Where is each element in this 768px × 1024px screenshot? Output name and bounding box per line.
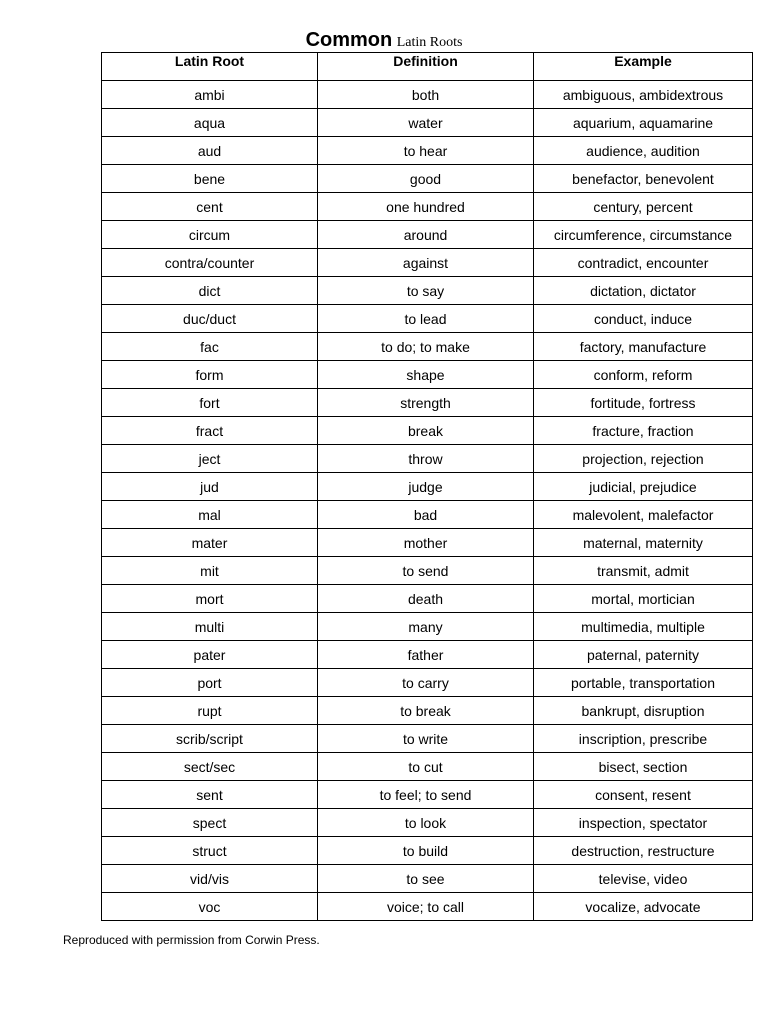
table-row (102, 417, 753, 445)
latin-root-cell: circum (102, 221, 318, 249)
table-row (102, 865, 753, 893)
latin-root-cell: mort (102, 585, 318, 613)
latin-root-cell: pater (102, 641, 318, 669)
definition-cell: to do; to make (318, 333, 534, 361)
latin-root-cell: fac (102, 333, 318, 361)
definition-cell: around (318, 221, 534, 249)
definition-cell: to feel; to send (318, 781, 534, 809)
latin-root-cell: mit (102, 557, 318, 585)
table-row (102, 165, 753, 193)
definition-cell: both (318, 81, 534, 109)
example-cell: judicial, prejudice (534, 473, 753, 501)
example-cell: circumference, circumstance (534, 221, 753, 249)
example-cell: transmit, admit (534, 557, 753, 585)
example-cell: bankrupt, disruption (534, 697, 753, 725)
latin-root-cell: contra/counter (102, 249, 318, 277)
example-cell: ambiguous, ambidextrous (534, 81, 753, 109)
definition-cell: water (318, 109, 534, 137)
table-row (102, 109, 753, 137)
table-row (102, 669, 753, 697)
table-row (102, 333, 753, 361)
table-row (102, 81, 753, 109)
latin-roots-table (101, 52, 753, 921)
latin-root-cell: fract (102, 417, 318, 445)
example-cell: contradict, encounter (534, 249, 753, 277)
table-row (102, 501, 753, 529)
definition-cell: judge (318, 473, 534, 501)
table-row (102, 585, 753, 613)
example-cell: century, percent (534, 193, 753, 221)
example-cell: vocalize, advocate (534, 893, 753, 921)
definition-cell: mother (318, 529, 534, 557)
latin-root-cell: struct (102, 837, 318, 865)
definition-cell: good (318, 165, 534, 193)
table-row (102, 837, 753, 865)
table-row (102, 221, 753, 249)
table-row (102, 305, 753, 333)
definition-cell: to write (318, 725, 534, 753)
table-row (102, 249, 753, 277)
table-row (102, 809, 753, 837)
definition-cell: one hundred (318, 193, 534, 221)
latin-root-cell: aqua (102, 109, 318, 137)
example-cell: malevolent, malefactor (534, 501, 753, 529)
latin-root-cell: duc/duct (102, 305, 318, 333)
example-cell: destruction, restructure (534, 837, 753, 865)
header-latin-root: Latin Root (102, 53, 318, 81)
latin-root-cell: mal (102, 501, 318, 529)
table-row (102, 613, 753, 641)
table-row (102, 473, 753, 501)
table-row (102, 781, 753, 809)
example-cell: audience, audition (534, 137, 753, 165)
latin-root-cell: voc (102, 893, 318, 921)
table-row (102, 389, 753, 417)
definition-cell: to look (318, 809, 534, 837)
header-definition: Definition (318, 53, 534, 81)
table-row (102, 557, 753, 585)
definition-cell: shape (318, 361, 534, 389)
latin-root-cell: aud (102, 137, 318, 165)
latin-root-cell: rupt (102, 697, 318, 725)
example-cell: televise, video (534, 865, 753, 893)
definition-cell: bad (318, 501, 534, 529)
table-row (102, 193, 753, 221)
definition-cell: to build (318, 837, 534, 865)
definition-cell: to carry (318, 669, 534, 697)
latin-root-cell: scrib/script (102, 725, 318, 753)
latin-root-cell: ambi (102, 81, 318, 109)
latin-root-cell: cent (102, 193, 318, 221)
example-cell: projection, rejection (534, 445, 753, 473)
definition-cell: to lead (318, 305, 534, 333)
example-cell: paternal, paternity (534, 641, 753, 669)
example-cell: portable, transportation (534, 669, 753, 697)
table-body (102, 81, 753, 921)
page-title (0, 28, 768, 55)
latin-root-cell: sent (102, 781, 318, 809)
table-header-row (102, 53, 753, 81)
table-row (102, 725, 753, 753)
definition-cell: to say (318, 277, 534, 305)
table-row (102, 361, 753, 389)
table-row (102, 445, 753, 473)
latin-root-cell: multi (102, 613, 318, 641)
definition-cell: to hear (318, 137, 534, 165)
latin-root-cell: port (102, 669, 318, 697)
latin-root-cell: dict (102, 277, 318, 305)
definition-cell: many (318, 613, 534, 641)
latin-root-cell: mater (102, 529, 318, 557)
latin-root-cell: form (102, 361, 318, 389)
title-sub: Latin Roots (396, 35, 463, 50)
latin-root-cell: jud (102, 473, 318, 501)
example-cell: dictation, dictator (534, 277, 753, 305)
definition-cell: against (318, 249, 534, 277)
example-cell: conform, reform (534, 361, 753, 389)
example-cell: multimedia, multiple (534, 613, 753, 641)
example-cell: fortitude, fortress (534, 389, 753, 417)
definition-cell: to see (318, 865, 534, 893)
example-cell: benefactor, benevolent (534, 165, 753, 193)
latin-root-cell: spect (102, 809, 318, 837)
definition-cell: strength (318, 389, 534, 417)
definition-cell: to send (318, 557, 534, 585)
definition-cell: death (318, 585, 534, 613)
definition-cell: to cut (318, 753, 534, 781)
definition-cell: to break (318, 697, 534, 725)
latin-root-cell: ject (102, 445, 318, 473)
example-cell: aquarium, aquamarine (534, 109, 753, 137)
example-cell: inspection, spectator (534, 809, 753, 837)
table-row (102, 529, 753, 557)
table-row (102, 641, 753, 669)
example-cell: maternal, maternity (534, 529, 753, 557)
latin-root-cell: vid/vis (102, 865, 318, 893)
table-row (102, 137, 753, 165)
latin-root-cell: bene (102, 165, 318, 193)
definition-cell: break (318, 417, 534, 445)
example-cell: mortal, mortician (534, 585, 753, 613)
table-row (102, 753, 753, 781)
example-cell: conduct, induce (534, 305, 753, 333)
table-row (102, 893, 753, 921)
example-cell: fracture, fraction (534, 417, 753, 445)
example-cell: bisect, section (534, 753, 753, 781)
definition-cell: throw (318, 445, 534, 473)
example-cell: inscription, prescribe (534, 725, 753, 753)
table-row (102, 697, 753, 725)
latin-root-cell: fort (102, 389, 318, 417)
definition-cell: father (318, 641, 534, 669)
footnote: Reproduced with permission from Corwin Press. (63, 933, 320, 947)
header-example: Example (534, 53, 753, 81)
definition-cell: voice; to call (318, 893, 534, 921)
title-main: Common (305, 29, 393, 51)
latin-root-cell: sect/sec (102, 753, 318, 781)
example-cell: consent, resent (534, 781, 753, 809)
example-cell: factory, manufacture (534, 333, 753, 361)
table-row (102, 277, 753, 305)
